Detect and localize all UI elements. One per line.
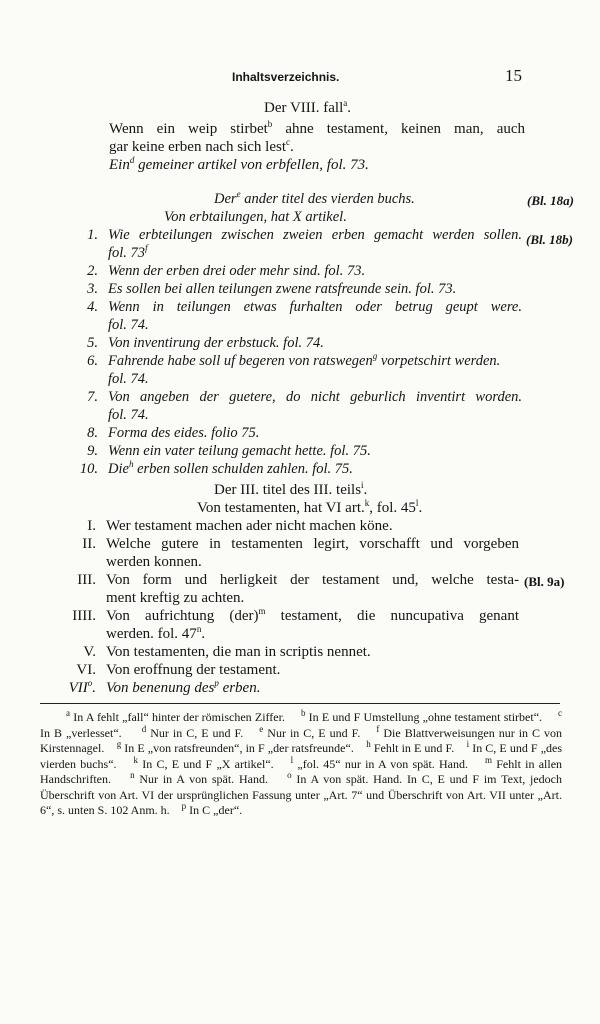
list-item: Wie erbteilungen zwischen zweien erben gemacht werden sollen. <box>108 227 522 243</box>
list-item-cont: fol. 73$^f$ <box>108 243 148 261</box>
item-number: 6. <box>87 353 98 369</box>
footnote-mark: a <box>343 98 348 108</box>
item-number: 3. <box>87 281 98 297</box>
footnote-text: Nur in A von spät. Hand. <box>139 772 268 786</box>
list-item: Wer testament machen ader nicht machen köne. <box>106 518 393 534</box>
item-number: VII$^o$. <box>68 678 96 696</box>
sidenote-ref-18b: (Bl. 18b) <box>526 232 573 247</box>
fall-heading: Der VIII. fall$^a$. <box>264 98 352 116</box>
item-number: VI. <box>76 662 96 678</box>
item-number: 9. <box>87 443 98 459</box>
list-item: Von benenung des$^p$ erben. <box>106 678 261 696</box>
list-item: Von testamenten, die man in scriptis nennet. <box>106 644 371 660</box>
list-item: Forma des eides. folio 75. <box>108 425 260 441</box>
list-item-cont: fol. 74. <box>108 317 149 333</box>
item-number: 2. <box>87 263 98 279</box>
list-item: Wenn in teilungen etwas furhalten oder betrug geupt were. <box>108 299 522 315</box>
list-item: Von inventirung der erbstuck. fol. 74. <box>108 335 324 351</box>
list-item: Wenn der erben drei oder mehr sind. fol. 73. <box>108 263 366 279</box>
list-item: Von aufrichtung (der)$^m$ testament, die nuncupativa genant <box>106 606 519 624</box>
item-number: 7. <box>87 389 98 405</box>
footnote-text: Die Blattverweisungen nur in C von Kirstennagel. <box>40 725 563 755</box>
item-number: 4. <box>87 299 98 315</box>
footnote-text: „fol. 45“ nur in A von spät. Hand. <box>297 756 469 771</box>
footnote-text: In C „der“. <box>189 803 243 817</box>
list-item-cont: fol. 74. <box>108 407 149 423</box>
list-item-cont: werden. fol. 47$^n$. <box>106 624 206 642</box>
item-number: 10. <box>79 461 98 477</box>
list-item: Welche gutere in testamenten legirt, vorschafft und vorgeben <box>106 536 519 552</box>
list-item: Wenn ein vater teilung gemacht hette. fol. 75. <box>108 443 371 459</box>
item-number: I. <box>87 518 96 534</box>
list-item: Von eroffnung der testament. <box>106 662 281 678</box>
footnote-text: In E und F Umstellung „ohne testament stirbet“. <box>308 710 543 724</box>
footnote-text: In A von spät. Hand. In C, E und F im Text, jedoch Überschrift von Art. VI der ursprünglichen Fassung unter „Art. 7“ und Überschrift von Art. VII unter „Art. 6“, s. unten S. 102 Anm. h. <box>40 772 562 817</box>
item-number: IIII. <box>72 608 96 624</box>
list-item-cont: ment kreftig zu achten. <box>106 590 245 606</box>
item-number: 8. <box>87 425 98 441</box>
footnote-text: Nur in C, E und F. <box>267 725 361 740</box>
part-title-subheading: Von testamenten, hat VI art.$^k$, fol. 45$^l$. <box>197 498 423 516</box>
sidenote-ref-9a: (Bl. 9a) <box>524 574 565 589</box>
footnotes-block: $^a$ In A fehlt „fall“ hinter der römischen Ziffer. $^b$ In E und F Umstellung „ohne testament stirbet“. $^c$ In B „verlesset“. $^d$ Nur in C, E und F. $^e$ Nur in C, E und F. $^f$ Die Blattverweisungen nur in C von Kirstennagel. $^g$ In E „von ratsfreunden“, in F „der ratsfreunde“. $^h$ Fehlt in E und F. $^i$ In C, E und F „des vierden buchs“. $^k$ In C, E und F „X artikel“. $^l$ „fol. 45“ nur in A von spät. Hand. $^m$ Fehlt in allen Handschriften. $^n$ Nur in A von spät. Hand. $^o$ In A von spät. Hand. In C, E und F im Text, jedoch Überschrift von Art. VI der ursprünglichen Fassung unter „Art. 7“ und Überschrift von Art. VII unter „Art. 6“, s. unten S. 102 Anm. h. $^p$ In C „der“. <box>40 708 563 817</box>
part-title-heading: Der III. titel des III. teils$^i$. <box>214 480 368 498</box>
footnote-text: In C, E und F „X artikel“. <box>142 756 274 771</box>
item-number: V. <box>83 644 96 660</box>
item-number: 5. <box>87 335 98 351</box>
list-item: Es sollen bei allen teilungen zwene ratsfreunde sein. fol. 73. <box>108 281 457 297</box>
footnote-text: Fehlt in allen Handschriften. <box>40 756 563 786</box>
footnote-text: In C, E und F „des vierden buchs“. <box>40 741 563 771</box>
item-number: II. <box>82 536 96 552</box>
book-title-subheading: Von erbtailungen, hat X artikel. <box>164 209 347 225</box>
fall-text-line-2: gar keine erben nach sich lest$^c$. <box>109 137 294 155</box>
sidenote-ref-18a: (Bl. 18a) <box>527 193 574 208</box>
fall-text-line-1: Wenn ein weip stirbet$^b$ ahne testament, keinen man, auch <box>109 119 526 137</box>
fall-text-line-3: Ein$^d$ gemeiner artikel von erbfellen, fol. 73. <box>109 155 369 173</box>
footnote-text: Fehlt in E und F. <box>373 741 455 755</box>
list-item: Von angeben der guetere, do nicht geburlich inventirt worden. <box>108 389 522 405</box>
list-item: Die$^h$ erben sollen schulden zahlen. fol. 75. <box>108 459 353 477</box>
footnote-text: In E „von ratsfreunden“, in F „der ratsfreunde“. <box>124 741 354 755</box>
footnote-text: In A fehlt „fall“ hinter der römischen Ziffer. <box>73 710 285 724</box>
book-title-heading: Der$^e$ ander titel des vierden buchs. <box>214 189 415 207</box>
footnote-text: In B „verlesset“. <box>40 725 122 740</box>
footnote-separator <box>40 703 560 704</box>
list-item: Fahrende habe soll uf begeren von ratswegen$^g$ vorpetschirt werden. <box>108 351 501 369</box>
page-number: 15 <box>505 66 522 85</box>
item-number: 1. <box>87 227 98 243</box>
footnote-text: Nur in C, E und F. <box>150 725 244 740</box>
item-number: III. <box>77 572 96 588</box>
list-item-cont: fol. 74. <box>108 371 149 387</box>
running-header-title: Inhaltsverzeichnis. <box>232 70 340 84</box>
list-item-cont: werden konnen. <box>106 554 202 570</box>
list-item: Von form und herligkeit der testament und, welche testa- <box>106 572 519 588</box>
